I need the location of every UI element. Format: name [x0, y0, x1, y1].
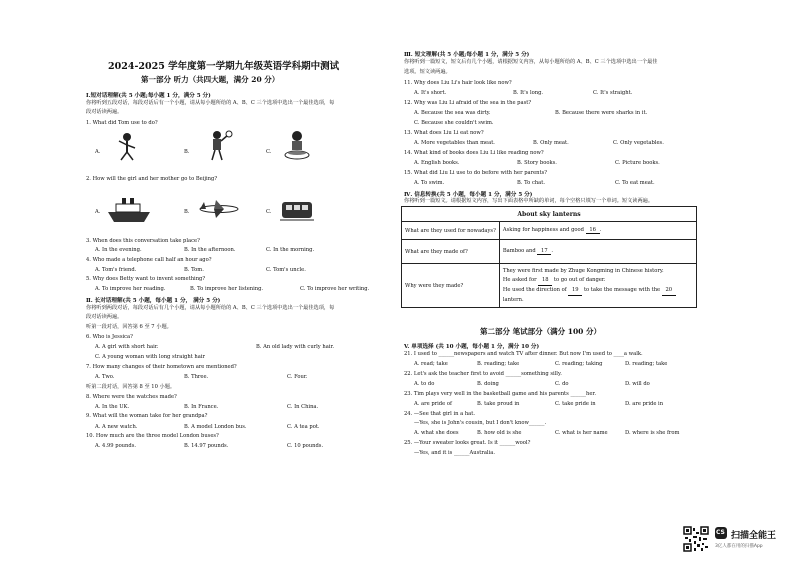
q24-option-c: C. what is her name: [555, 430, 608, 436]
option-label: B.: [184, 209, 190, 215]
question-5: 5. Why does Betty want to invent something?: [86, 276, 206, 282]
question-9: 9. What will the woman take for her grandpa?: [86, 413, 208, 419]
boy-washing-picture: [282, 130, 312, 162]
question-11: 11. Why does Liu Li's hair look like now?: [404, 80, 512, 86]
question-6: 6. Who is Jessica?: [86, 334, 133, 340]
q14-option-c: C. Picture books.: [615, 160, 660, 166]
sky-lanterns-table: [401, 206, 697, 308]
answer-line: [503, 276, 693, 286]
q12-option-a: A. Because the sea was dirty.: [414, 110, 491, 116]
q6-option-c: C. A young woman with long straight hair: [95, 354, 205, 360]
question-12: 12. Why was Liu Li afraid of the sea in the past?: [404, 100, 532, 106]
table-answer-cell: Bamboo and 17 .: [499, 240, 696, 264]
page-title: 2024-2025 学年度第一学期九年级英语学科期中测试: [108, 61, 340, 72]
option-label: B.: [184, 149, 190, 155]
q8-option-a: A. In the UK.: [95, 404, 130, 410]
blank-17: 17: [537, 248, 551, 255]
answer-text: He used the direction of: [502, 286, 567, 293]
question-8: 8. Where were the watches made?: [86, 394, 177, 400]
watermark-brand: 扫描全能王: [731, 531, 777, 541]
q21-option-b: B. reading; take: [477, 361, 520, 367]
camscanner-logo-icon: CS: [715, 527, 727, 539]
q9-option-c: C. A tea pot.: [287, 424, 320, 430]
q4-option-b: B. Tom.: [184, 267, 204, 273]
section3-instruction-cont: 选项。短文读两遍。: [404, 69, 451, 75]
answer-text: Bamboo and: [502, 248, 536, 254]
table-title: About sky lanterns: [402, 207, 697, 222]
q23-option-b: B. take proud in: [477, 401, 520, 407]
question-1: 1. What did Tom use to do?: [86, 120, 158, 126]
part2-heading: 第二部分 笔试部分（满分 100 分）: [480, 327, 601, 336]
q3-option-a: A. In the evening.: [95, 247, 142, 253]
q15-option-c: C. To eat meat.: [615, 180, 655, 186]
ship-picture: [106, 196, 152, 224]
q24-option-b: B. how old is she: [477, 430, 522, 436]
q22-option-b: B. doing: [477, 381, 499, 387]
q23-option-c: C. take pride in: [555, 401, 596, 407]
answer-line: [503, 286, 693, 296]
q10-option-c: C. 10 pounds.: [287, 443, 324, 449]
q14-option-b: B. Story books.: [517, 160, 557, 166]
q23-option-a: A. are pride of: [414, 401, 452, 407]
q6-option-a: A. A girl with short hair.: [95, 344, 159, 350]
q23-option-d: D. are pride in: [625, 401, 664, 407]
q11-option-c: C. It's straight.: [593, 90, 633, 96]
table-question-cell: What are they used for nowadays?: [402, 222, 500, 240]
question-23: 23. Tim plays very well in the basketball game and his parents ______her.: [404, 391, 596, 397]
q21-option-d: D. reading; take: [625, 361, 668, 367]
question-13: 13. What does Liu Li eat now?: [404, 130, 484, 136]
q8-option-c: C. In China.: [287, 404, 319, 410]
section4-heading: Ⅳ. 信息转换(共 5 小题，每小题 1 分，满分 5 分): [404, 192, 533, 198]
boy-running-picture: [114, 132, 140, 162]
q22-option-d: D. will do: [625, 381, 650, 387]
answer-line: They were first made by Zhuge Kongming in Chinese history.: [502, 267, 664, 274]
blank-18: 18: [538, 276, 552, 286]
question-22: 22. Let's ask the teacher first to avoid ______something silly.: [404, 371, 562, 377]
q12-option-c: C. Because she couldn't swim.: [414, 120, 494, 126]
option-label: C.: [266, 209, 272, 215]
question-15: 15. What did Liu Li use to do before with her parents?: [404, 170, 548, 176]
section1-heading: Ⅰ.短对话理解(共 5 小题;每小题 1 分，满分 5 分): [86, 93, 211, 99]
table-answer-cell: Asking for happiness and good 16 .: [499, 222, 696, 240]
question-10: 10. How much are the three model London buses?: [86, 433, 219, 439]
q4-option-a: A. Tom's friend.: [95, 267, 137, 273]
q13-option-c: C. Only vegetables.: [613, 140, 664, 146]
part1-heading: 第一部分 听力（共四大题，满分 20 分）: [141, 75, 280, 84]
section3-instruction: 你将听到一篇短文，短文后有几个小题，请根据短文内容，从每小题所给的 A、B、C 三个选项中选出一个最佳: [404, 59, 658, 65]
q9-option-b: B. A model London bus.: [184, 424, 247, 430]
q22-option-a: A. to do: [414, 381, 435, 387]
train-picture: [280, 198, 314, 222]
blank-20: 20: [662, 286, 676, 296]
option-label: C.: [266, 149, 272, 155]
section1-instruction: 你将听到五段对话，每段对话后有一个小题，请从每小题所给的 A、B、C 三个选项中选出一个最佳选项，每: [86, 100, 335, 106]
question-25-reply: —Yes, and it is ______Australia.: [414, 450, 495, 456]
answer-text: Asking for happiness and good: [502, 227, 584, 233]
question-24-reply: —Yes, she is John's cousin, but I don't know______.: [414, 420, 547, 426]
table-question-cell: What are they made of?: [402, 240, 500, 264]
q7-option-b: B. Three.: [184, 374, 209, 380]
answer-text: to go out of danger.: [553, 276, 606, 283]
section2-heading: Ⅱ. 长对话理解(共 5 小题，每小题 1 分， 满分 5 分): [86, 298, 221, 304]
question-24: 24. —See that girl in a hat.: [404, 411, 476, 417]
q24-option-a: A. what she does: [414, 430, 459, 436]
question-4: 4. Who made a telephone call half an hour ago?: [86, 257, 212, 263]
q7-option-c: C. Four.: [287, 374, 308, 380]
q3-option-b: B. In the afternoon.: [184, 247, 236, 253]
option-label: A.: [95, 149, 101, 155]
plane-picture: [198, 198, 240, 220]
q11-option-b: B. It's long.: [513, 90, 544, 96]
section1-instruction-cont: 段对话读两遍。: [86, 109, 123, 115]
section2-instruction: 你将听到两段对话，每段对话后有几个小题，请从每小题所给的 A、B、C 三个选项中选出一个最佳选项，每: [86, 305, 335, 311]
q24-option-d: D. where is she from: [625, 430, 680, 436]
q14-option-a: A. English books.: [414, 160, 460, 166]
q3-option-c: C. In the morning.: [266, 247, 315, 253]
blank-19: 19: [568, 286, 582, 296]
answer-line: lantern.: [502, 296, 524, 303]
q10-option-a: A. 4.99 pounds.: [95, 443, 137, 449]
table-question-cell: Why were they made?: [402, 264, 500, 308]
blank-16: 16: [586, 227, 600, 234]
q15-option-b: B. To chat.: [517, 180, 546, 186]
boy-playing-basketball-picture: [204, 130, 234, 162]
qr-code-image: [683, 526, 709, 552]
q21-option-c: C. reading; taking: [555, 361, 603, 367]
question-2: 2. How will the girl and her mother go to Beijing?: [86, 176, 218, 182]
q13-option-a: A. More vegetables than meat.: [414, 140, 495, 146]
q22-option-c: C. do: [555, 381, 569, 387]
option-label: A.: [95, 209, 101, 215]
q12-option-b: B. Because there were sharks in it.: [555, 110, 648, 116]
question-25: 25. —Your sweater looks great. Is it ______wool?: [404, 440, 531, 446]
q9-option-a: A. A new watch.: [95, 424, 138, 430]
q5-option-a: A. To improve her reading.: [95, 286, 166, 292]
q4-option-c: C. Tom's uncle.: [266, 267, 306, 273]
q13-option-b: B. Only meat.: [533, 140, 569, 146]
dialogue1-instruction: 听第一段对话，回答第 6 至 7 小题。: [86, 324, 172, 330]
section4-instruction: 你将听到一篇短文。请根据短文内容，写出下面表格中所缺的单词，每个空格只填写一个单词。短文读两遍。: [404, 198, 654, 204]
q6-option-b: B. An old lady with curly hair.: [256, 344, 335, 350]
section3-heading: Ⅲ. 短文理解(共 5 小题;每小题 1 分，满分 5 分): [404, 52, 530, 58]
watermark-tagline: 3亿人都在用的扫描App: [715, 544, 763, 549]
q11-option-a: A. It's short.: [414, 90, 447, 96]
q5-option-b: B. To improve her listening.: [190, 286, 264, 292]
q21-option-a: A. read; take: [414, 361, 448, 367]
dialogue2-instruction: 听第二段对话，回答第 8 至 10 小题。: [86, 384, 176, 390]
q7-option-a: A. Two.: [95, 374, 115, 380]
question-7: 7. How many changes of their hometown are mentioned?: [86, 364, 237, 370]
q10-option-b: B. 14.97 pounds.: [184, 443, 229, 449]
question-14: 14. What kind of books does Liu Li like reading now?: [404, 150, 544, 156]
q8-option-b: B. In France.: [184, 404, 219, 410]
q5-option-c: C. To improve her writing.: [300, 286, 370, 292]
question-21: 21. I used to ______newspapers and watch TV after dinner. But now I'm used to ____a walk.: [404, 351, 643, 357]
q15-option-a: A. To swim.: [414, 180, 445, 186]
question-3: 3. When does this conversation take place?: [86, 238, 200, 244]
section2-instruction-cont: 段对话读两遍。: [86, 314, 123, 320]
table-answer-cell: [499, 264, 696, 308]
answer-text: to take the message with the: [583, 286, 661, 293]
section5-heading: V. 单项选择 (共 10 小题，每小题 1 分，满分 10 分): [404, 344, 540, 350]
answer-text: He asked for: [502, 276, 537, 283]
